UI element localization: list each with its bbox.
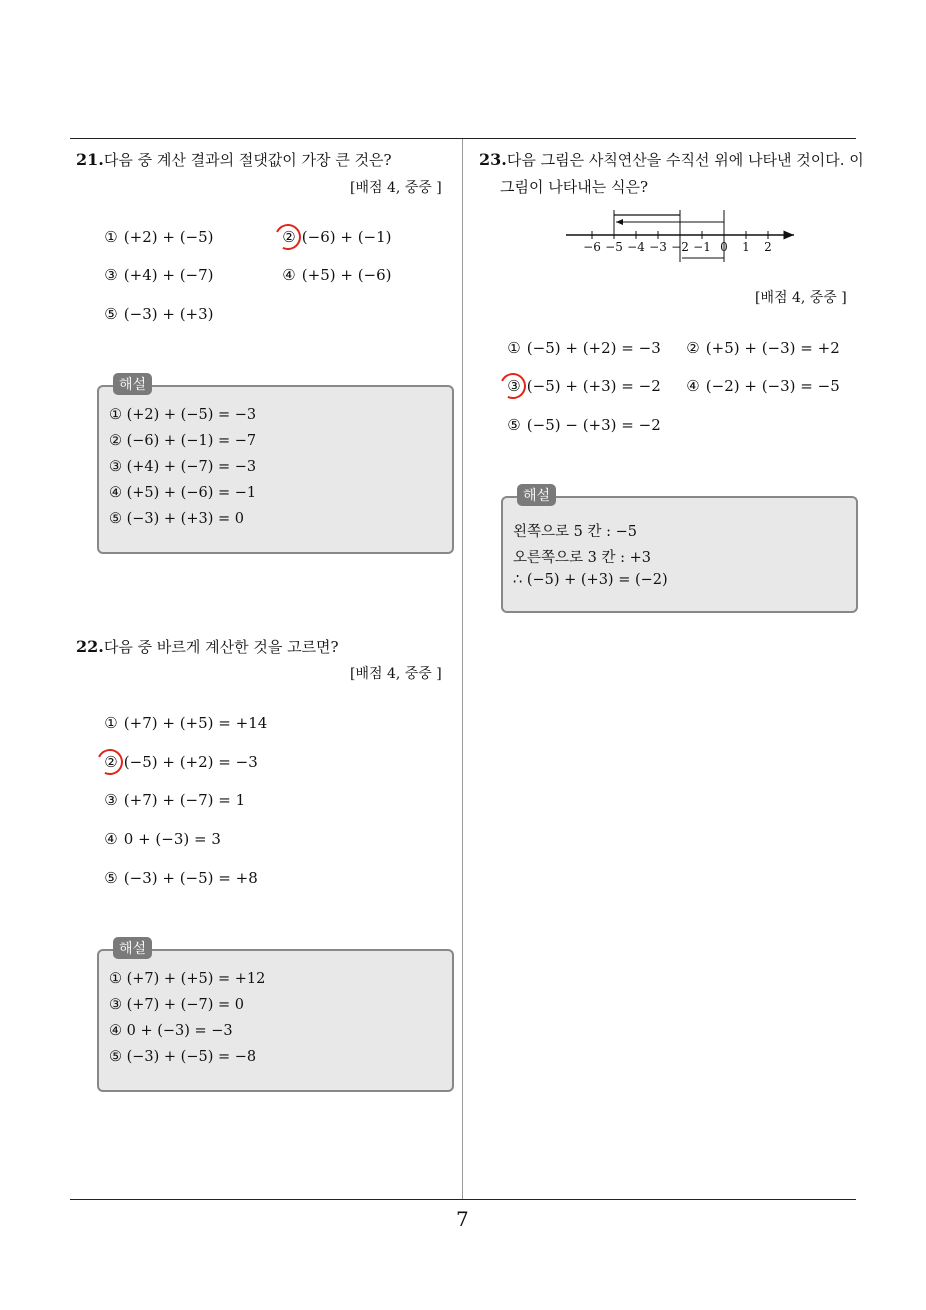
tick-label: −4 xyxy=(627,240,645,254)
choice-mark: ③ xyxy=(104,266,118,284)
choice-expr: (−3) + (−5) = +8 xyxy=(123,869,258,887)
q23-choice-2[interactable] xyxy=(685,339,840,357)
q22-heading xyxy=(76,636,339,657)
answer-circle-mark xyxy=(93,745,126,778)
explanation-line: 오른쪽으로 3 칸 : +3 xyxy=(513,550,651,566)
explanation-line: ① (+7) + (+5) = +12 xyxy=(109,971,266,987)
q23-text-line1: 다음 그림은 사칙연산을 수직선 위에 나타낸 것이다. 이 xyxy=(506,151,864,169)
q23-meta: [배점 4, 중중 ] xyxy=(755,290,847,306)
number-line-figure xyxy=(560,204,800,268)
q21-explanation-tag: 해설 xyxy=(113,373,152,395)
q21-text: 다음 중 계산 결과의 절댓값이 가장 큰 것은? xyxy=(103,151,392,169)
tick-label: −3 xyxy=(649,240,667,254)
q21-choice-3[interactable] xyxy=(103,266,214,284)
column-divider xyxy=(462,139,463,1199)
choice-mark: ① xyxy=(104,228,118,246)
choice-mark: ④ xyxy=(104,830,118,848)
q23-explanation-box xyxy=(501,496,858,613)
q23-choice-4[interactable] xyxy=(685,377,840,395)
q23-choice-3[interactable] xyxy=(506,377,661,395)
choice-mark: ① xyxy=(104,714,118,732)
choice-expr: (+7) + (+5) = +14 xyxy=(123,714,268,732)
tick-label: −1 xyxy=(693,240,711,254)
choice-mark: ② xyxy=(686,339,700,357)
explanation-line: ③ (+7) + (−7) = 0 xyxy=(109,997,244,1013)
choice-mark: ③ xyxy=(104,791,118,809)
explanation-line: ④ (+5) + (−6) = −1 xyxy=(109,485,257,501)
q21-choice-4[interactable] xyxy=(281,266,392,284)
tick-label: 1 xyxy=(742,240,750,254)
q22-choice-1[interactable] xyxy=(103,714,267,732)
choice-expr: (−3) + (+3) xyxy=(123,305,214,323)
tick-label: 0 xyxy=(720,240,728,254)
q22-choice-2[interactable] xyxy=(103,753,258,771)
choice-expr: (+5) + (−6) xyxy=(301,266,392,284)
q23-choice-1[interactable] xyxy=(506,339,661,357)
q23-heading xyxy=(479,149,864,170)
explanation-line: ① (+2) + (−5) = −3 xyxy=(109,407,257,423)
page-number: 7 xyxy=(456,1207,469,1231)
q22-choice-4[interactable] xyxy=(103,830,221,848)
q23-number: 23. xyxy=(479,150,507,169)
choice-expr: (−2) + (−3) = −5 xyxy=(705,377,840,395)
q23-choice-5[interactable] xyxy=(506,416,661,434)
q23-explanation-tag: 해설 xyxy=(517,484,556,506)
q22-explanation-tag: 해설 xyxy=(113,937,152,959)
q22-choice-3[interactable] xyxy=(103,791,245,809)
tick-label: −6 xyxy=(583,240,601,254)
tick-label: 2 xyxy=(764,240,772,254)
choice-expr: (+5) + (−3) = +2 xyxy=(705,339,840,357)
choice-expr: (−6) + (−1) xyxy=(301,228,392,246)
q22-choice-5[interactable] xyxy=(103,869,258,887)
explanation-line: ⑤ (−3) + (−5) = −8 xyxy=(109,1049,257,1065)
q22-text: 다음 중 바르게 계산한 것을 고르면? xyxy=(103,638,339,656)
choice-expr: 0 + (−3) = 3 xyxy=(123,830,221,848)
bottom-rule xyxy=(70,1199,856,1200)
explanation-line: ④ 0 + (−3) = −3 xyxy=(109,1023,233,1039)
choice-expr: (+4) + (−7) xyxy=(123,266,214,284)
q21-choice-1[interactable] xyxy=(103,228,214,246)
top-rule xyxy=(70,138,856,139)
choice-expr: (+7) + (−7) = 1 xyxy=(123,791,246,809)
explanation-line: ∴ (−5) + (+3) = (−2) xyxy=(513,572,668,588)
q22-number: 22. xyxy=(76,637,104,656)
q21-explanation-box xyxy=(97,385,454,554)
q21-choice-5[interactable] xyxy=(103,305,214,323)
choice-mark: ① xyxy=(507,339,521,357)
q22-explanation-box xyxy=(97,949,454,1092)
choice-mark: ② xyxy=(282,228,296,246)
q23-text-line2: 그림이 나타내는 식은? xyxy=(500,178,648,196)
explanation-line: 왼쪽으로 5 칸 : −5 xyxy=(513,524,637,540)
explanation-line: ③ (+4) + (−7) = −3 xyxy=(109,459,257,475)
q22-meta: [배점 4, 중중 ] xyxy=(350,666,442,682)
choice-mark: ④ xyxy=(686,377,700,395)
choice-expr: (+2) + (−5) xyxy=(123,228,214,246)
choice-mark: ⑤ xyxy=(104,305,118,323)
answer-circle-mark xyxy=(271,220,304,253)
choice-mark: ⑤ xyxy=(104,869,118,887)
explanation-line: ⑤ (−3) + (+3) = 0 xyxy=(109,511,244,527)
answer-circle-mark xyxy=(496,369,529,402)
choice-mark: ④ xyxy=(282,266,296,284)
choice-mark: ② xyxy=(104,753,118,771)
tick-label: −5 xyxy=(605,240,623,254)
explanation-line: ② (−6) + (−1) = −7 xyxy=(109,433,257,449)
q21-number: 21. xyxy=(76,150,104,169)
choice-expr: (−5) + (+2) = −3 xyxy=(526,339,661,357)
q21-heading xyxy=(76,149,392,170)
choice-expr: (−5) + (+2) = −3 xyxy=(123,753,258,771)
choice-expr: (−5) + (+3) = −2 xyxy=(526,377,661,395)
choice-expr: (−5) − (+3) = −2 xyxy=(526,416,661,434)
choice-mark: ⑤ xyxy=(507,416,521,434)
choice-mark: ③ xyxy=(507,377,521,395)
q21-meta: [배점 4, 중중 ] xyxy=(350,180,442,196)
tick-label: −2 xyxy=(671,240,689,254)
